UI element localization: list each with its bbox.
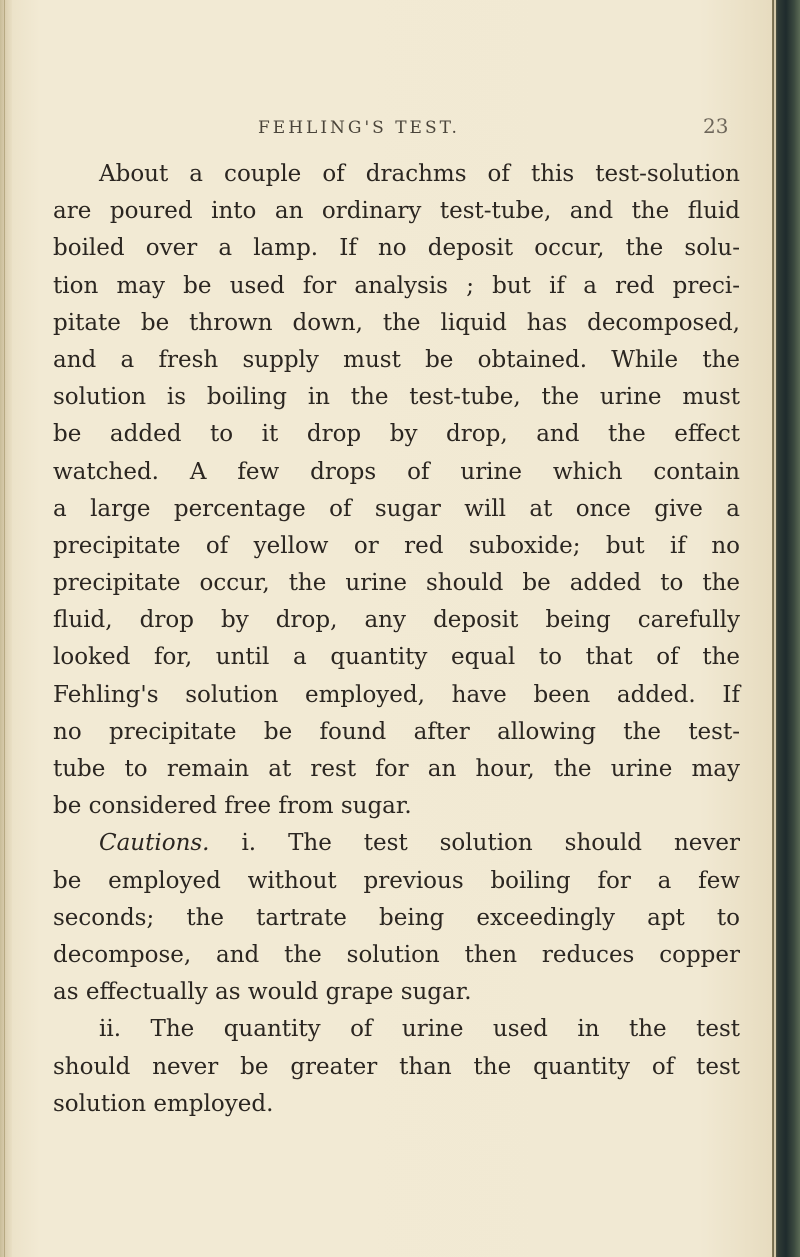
- page-right-edge: [772, 0, 800, 1257]
- page-number: 23: [703, 114, 729, 138]
- text-line: watched. A few drops of urine which contain: [53, 458, 740, 485]
- cautions-label: Cautions.: [99, 830, 210, 857]
- text-line: decompose, and the solution then reduces copper: [53, 941, 740, 968]
- text-line: a large percentage of sugar will at once give a: [53, 495, 740, 522]
- page-header: [0, 114, 800, 142]
- text-line: should never be greater than the quantity of test: [53, 1053, 740, 1080]
- text-line: be considered free from sugar.: [53, 793, 412, 820]
- text-line: pitate be thrown down, the liquid has decomposed,: [53, 309, 740, 336]
- text-line: and a fresh supply must be obtained. While the: [53, 346, 740, 373]
- text-line: boiled over a lamp. If no deposit occur, the solu-: [53, 235, 740, 262]
- cautions-line: [53, 825, 740, 862]
- text-line: tube to remain at rest for an hour, the urine may: [53, 756, 740, 782]
- text-line: precipitate of yellow or red suboxide; but if no: [53, 532, 740, 559]
- binding-seam: [4, 0, 5, 1257]
- running-head: FEHLING'S TEST.: [258, 118, 460, 138]
- text-line: Fehling's solution employed, have been added. If: [53, 681, 740, 708]
- page-left-edge: [0, 0, 12, 1257]
- text-line: solution is boiling in the test-tube, the urine must: [53, 384, 740, 411]
- text-line: as effectually as would grape sugar.: [53, 979, 472, 1006]
- text-line: seconds; the tartrate being exceedingly apt to: [53, 904, 740, 931]
- text-line: precipitate occur, the urine should be added to the: [53, 570, 740, 597]
- cautions-text: i. The test solution should never: [241, 830, 740, 857]
- text-line: no precipitate be found after allowing the test-: [53, 718, 740, 745]
- text-line: solution employed.: [53, 1090, 274, 1117]
- text-line: be added to it drop by drop, and the effect: [53, 421, 740, 448]
- text-line: looked for, until a quantity equal to that of the: [53, 644, 740, 671]
- text-line: are poured into an ordinary test-tube, and the fluid: [53, 198, 740, 225]
- page-edge-seam: [774, 0, 776, 1257]
- text-line: fluid, drop by drop, any deposit being carefully: [53, 607, 740, 634]
- body-text: [53, 156, 740, 1123]
- text-line: About a couple of drachms of this test-solution: [99, 161, 740, 187]
- text-line: ii. The quantity of urine used in the test: [99, 1016, 740, 1043]
- text-line: tion may be used for analysis ; but if a red preci-: [53, 272, 740, 299]
- text-line: be employed without previous boiling for a few: [53, 867, 740, 894]
